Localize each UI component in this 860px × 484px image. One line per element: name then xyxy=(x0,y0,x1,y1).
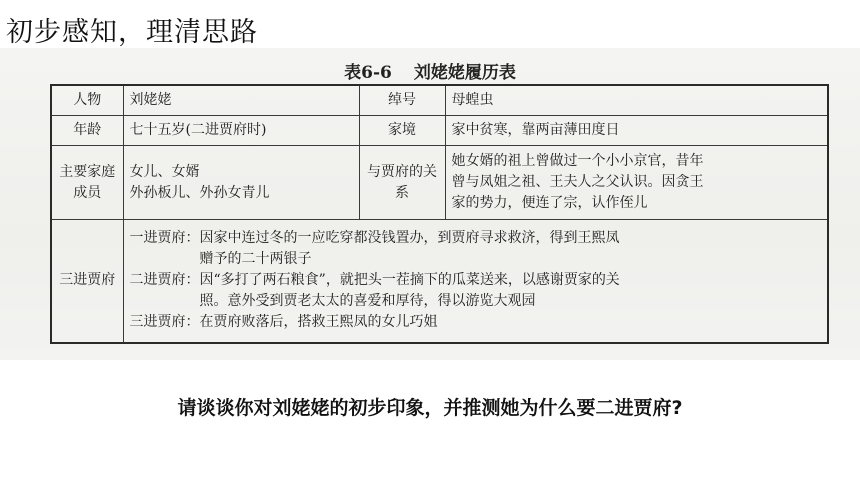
label-person: 人物 xyxy=(51,85,123,115)
label-nickname: 绰号 xyxy=(359,85,445,115)
family-members-line: 外孙板儿、外孙女青儿 xyxy=(129,184,270,201)
second-visit: 二进贾府：因“多打了两石粮食”，就把头一茬摘下的瓜菜送来，以感谢贾家的关 xyxy=(129,272,620,289)
table-row xyxy=(51,219,828,343)
table-number: 表6-6 xyxy=(344,63,392,83)
table-row xyxy=(51,146,828,219)
value-person: 刘姥姥 xyxy=(123,85,359,115)
table-row xyxy=(51,115,828,145)
first-visit-cont: 赠予的二十两银子 xyxy=(199,251,312,268)
table-title: 刘姥姥履历表 xyxy=(413,63,516,83)
value-three-visits xyxy=(123,219,828,343)
value-family-members xyxy=(123,146,359,219)
resume-table xyxy=(50,84,829,344)
discussion-question: 请谈谈你对刘姥姥的初步印象，并推测她为什么要二进贾府? xyxy=(177,397,683,419)
table-row xyxy=(51,85,828,115)
relation-line: 家的势力，便连了宗，认作侄儿 xyxy=(451,195,648,211)
third-visit: 三进贾府：在贾府败落后，搭救王熙凤的女儿巧姐 xyxy=(129,314,438,331)
label-three-visits: 三进贾府 xyxy=(51,219,123,343)
relation-line: 曾与凤姐之祖、王夫人之父认识。因贪王 xyxy=(451,174,704,190)
value-age: 七十五岁(二进贾府时) xyxy=(123,115,359,145)
slide-title: 初步感知，理清思路 xyxy=(6,17,258,48)
label-relation: 与贾府的关系 xyxy=(359,146,445,219)
value-relation xyxy=(445,146,828,219)
label-age: 年龄 xyxy=(51,115,123,145)
value-family-condition: 家中贫寒，靠两亩薄田度日 xyxy=(445,115,828,145)
value-nickname: 母蝗虫 xyxy=(445,85,828,115)
family-members-line: 女儿、女婿 xyxy=(129,163,200,180)
second-visit-cont: 照。意外受到贾老太太的喜爱和厚待，得以游览大观园 xyxy=(199,293,536,310)
table-caption xyxy=(0,58,860,83)
first-visit: 一进贾府：因家中连过冬的一应吃穿都没钱置办，到贾府寻求救济，得到王熙凤 xyxy=(129,230,620,247)
label-family-members: 主要家庭成员 xyxy=(51,146,123,219)
relation-line: 她女婿的祖上曾做过一个小小京官，昔年 xyxy=(451,153,704,169)
label-family-condition: 家境 xyxy=(359,115,445,145)
